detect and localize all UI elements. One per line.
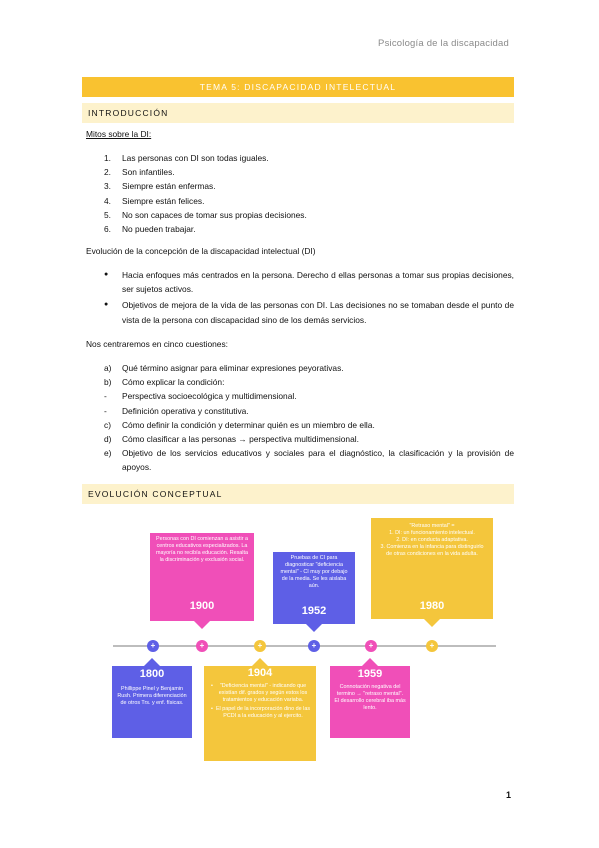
event-box-1959: [330, 666, 410, 738]
section-heading-evolution: EVOLUCIÓN CONCEPTUAL: [88, 489, 223, 499]
event-title-1980: "Retraso mental" =: [409, 523, 455, 529]
list-item: ● Objetivos de mejora de la vida de las personas con DI. Las decisiones no se tomaban desde el punto de vista de la persona con discapacidad sino de los demás servicios.: [104, 300, 514, 325]
timeline-dot-1952: +: [308, 640, 320, 652]
focus-intro-text: Nos centraremos en cinco cuestiones:: [86, 339, 228, 349]
list-item: a) Qué término asignar para eliminar expresiones peyorativas.: [104, 363, 344, 373]
event-year-1800: 1800: [139, 668, 165, 680]
event-pointer-1952: [306, 624, 322, 632]
list-item: d) Cómo clasificar a las personas → perspectiva multidimensional.: [104, 434, 359, 445]
event-item-1980: 1. DI: un funcionamiento intelectual.: [389, 530, 475, 536]
list-item: - Perspectiva socioecológica y multidimensional.: [104, 391, 297, 402]
event-year-1980: 1980: [419, 600, 445, 612]
timeline-line: [113, 645, 496, 647]
event-item-1904: El papel de la incorporación dino de las PCDI a la educación y al ejercito.: [215, 706, 311, 719]
myths-label: Mitos sobre la DI:: [86, 129, 152, 139]
list-item: e) Objetivo de los servicios educativos y sociales para el diagnóstico, la clasificación y la provisión de apoyos.: [104, 448, 514, 473]
event-box-1904: [204, 666, 316, 761]
event-pointer-1904: [252, 658, 268, 666]
event-text-1800: Phillippe Pinel y Benjamin Rush. Primera diferenciación de otros Trs. y enf. físicas.: [117, 686, 187, 706]
event-pointer-1959: [362, 658, 378, 666]
topic-title: TEMA 5: DISCAPACIDAD INTELECTUAL: [199, 82, 397, 92]
list-item: 4. Siempre están felices.: [104, 195, 205, 206]
event-item-1980: 3. Comienza en la infancia para distinguirlo de otras condiciones en la vida adulta.: [380, 544, 484, 557]
event-pointer-1800: [144, 658, 160, 666]
event-year-1900: 1900: [189, 600, 215, 612]
list-item: • "Deficiencia mental" - indicando que existían dif. grados y según estos los tratamientos y educación variaba.: [204, 677, 316, 704]
timeline-dot-1980: +: [426, 640, 438, 652]
event-item-1980: 2. DI: en conducta adaptativa.: [396, 537, 468, 543]
timeline-dot-1800: +: [147, 640, 159, 652]
event-text-1959: Connotación negativa del termino → "retraso mental". El desarrollo cerebral iba más lento.: [334, 684, 406, 711]
list-item: 2. Son infantiles.: [104, 167, 175, 178]
event-item-1904: "Deficiencia mental" - indicando que existían dif. grados y según estos los tratamientos y educación variaba.: [218, 683, 308, 703]
event-pointer-1980: [424, 619, 440, 627]
event-year-1959: 1959: [357, 668, 383, 680]
list-item: 5. No son capaces de tomar sus propias decisiones.: [104, 209, 307, 220]
list-item: • El papel de la incorporación dino de las PCDI a la educación y al ejercito.: [211, 706, 311, 719]
list-item: b) Cómo explicar la condición:: [104, 377, 225, 388]
event-text-1900: Personas con DI comienzan a asistir a centros educativos especializados. La mayoría no recibía educación. Resalta la discriminación y exclusión social.: [156, 536, 248, 563]
list-item: 6. No pueden trabajar.: [104, 224, 196, 235]
list-item: c) Cómo definir la condición y determinar quién es un miembro de ella.: [104, 419, 375, 430]
list-item: ● Hacia enfoques más centrados en la persona. Derecho d ellas personas a tomar sus propias decisiones, ser sujetos activos.: [104, 270, 514, 295]
list-item: 1. Las personas con DI son todas iguales.: [104, 153, 269, 163]
event-box-1800: [112, 666, 192, 738]
list-item: - Definición operativa y constitutiva.: [104, 405, 249, 416]
event-year-1904: 1904: [247, 667, 273, 679]
timeline-dot-1900: +: [196, 640, 208, 652]
running-header: Psicología de la discapacidad: [378, 38, 509, 49]
page-number: 1: [505, 790, 511, 800]
event-year-1952: 1952: [301, 605, 327, 617]
list-item: 3. Siempre están enfermas.: [104, 181, 216, 192]
evolution-intro-text: Evolución de la concepción de la discapacidad intelectual (DI): [86, 246, 316, 256]
timeline-dot-1959: +: [365, 640, 377, 652]
timeline-dot-1904: +: [254, 640, 266, 652]
event-text-1952: Pruebas de CI para diagnosticar "deficiencia mental" - CI muy por debajo de la media. Se les aislaba aún.: [280, 555, 348, 589]
event-pointer-1900: [194, 621, 210, 629]
section-heading-intro: INTRODUCCIÓN: [88, 108, 169, 118]
